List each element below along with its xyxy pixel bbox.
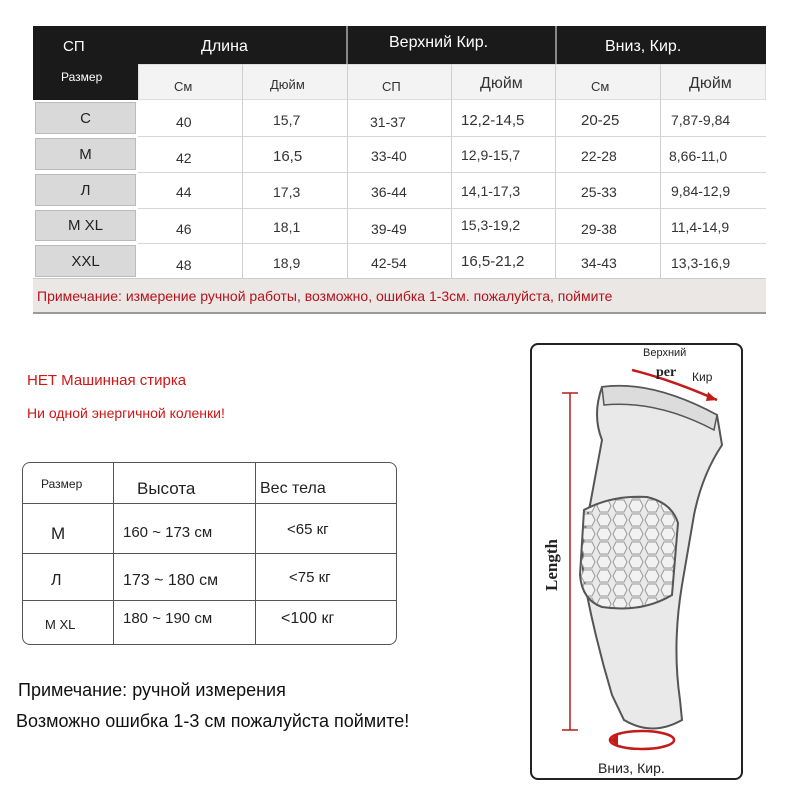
- upper-inch: 14,1-17,3: [461, 183, 521, 199]
- lower-cm: 20-25: [581, 112, 620, 129]
- subheader-cm: См: [591, 79, 610, 94]
- size-label: С: [80, 109, 91, 127]
- upper-inch: 15,3-19,2: [461, 217, 521, 233]
- grid-line: [660, 64, 661, 278]
- bottom-note-line-2: Возможно ошибка 1-3 см пожалуйста поймите!: [16, 711, 410, 731]
- length-inch: 18,9: [273, 255, 301, 271]
- size-cell: [35, 174, 136, 206]
- knee-pad-diagram: [530, 343, 743, 780]
- height-range: 160 ~ 173 см: [123, 524, 213, 541]
- measurement-note: Примечание: измерение ручной работы, возможно, ошибка 1-3см. пожалуйста, поймите: [37, 287, 613, 304]
- weight-limit: <100 кг: [281, 610, 335, 627]
- length-cm: 46: [176, 221, 192, 237]
- subheader-row: [138, 64, 766, 100]
- size-label: Л: [51, 572, 62, 589]
- subheader-inch: Дюйм: [480, 75, 523, 92]
- size-chart-table: [33, 26, 766, 316]
- height-weight-table: [22, 462, 397, 645]
- subheader-cm: СП: [382, 79, 401, 94]
- lower-cm: 34-43: [581, 255, 617, 271]
- length-header: Длина: [201, 38, 248, 55]
- weight-header: Вес тела: [260, 480, 326, 497]
- lower-cm: 25-33: [581, 184, 617, 200]
- grid-line: [23, 553, 396, 554]
- height-range: 173 ~ 180 см: [123, 572, 219, 589]
- header-divider: [555, 26, 557, 64]
- size-cell: [35, 138, 136, 170]
- weight-limit: <75 кг: [289, 569, 331, 586]
- size-cell: [35, 102, 136, 134]
- length-label: Length: [541, 539, 561, 591]
- grid-line: [23, 600, 396, 601]
- size-label: XXL: [71, 252, 100, 270]
- grid-line: [451, 64, 452, 278]
- height-range: 180 ~ 190 см: [123, 610, 213, 627]
- length-cm: 42: [176, 150, 192, 166]
- lower-inch: 8,66-11,0: [669, 148, 728, 164]
- lower-cm: 22-28: [581, 148, 617, 164]
- upper-cm: 31-37: [370, 114, 406, 130]
- grid-line: [242, 64, 243, 278]
- lower-inch: 11,4-14,9: [671, 219, 730, 235]
- upper-cm: 36-44: [371, 184, 407, 200]
- subheader-inch: Дюйм: [689, 75, 732, 92]
- length-cm: 40: [176, 114, 192, 130]
- upper-cm: 42-54: [371, 255, 407, 271]
- no-machine-wash-warning: НЕТ Машинная стирка: [27, 372, 187, 389]
- lower-circ-arrow: [610, 731, 674, 749]
- measurement-note-bar: [33, 278, 766, 314]
- upper-cm: 39-49: [371, 221, 407, 237]
- upper-label-2: Кир: [692, 370, 713, 384]
- length-inch: 18,1: [273, 219, 301, 235]
- upper-circumference-header: Верхний Кир.: [389, 34, 489, 51]
- upper-label-1: Верхний: [643, 347, 687, 359]
- lower-cm: 29-38: [581, 221, 617, 237]
- bottom-note-line-1: Примечание: ручной измерения: [18, 680, 286, 700]
- height-header: Высота: [137, 479, 196, 498]
- length-inch: 16,5: [273, 148, 303, 165]
- weight-limit: <65 кг: [287, 521, 329, 538]
- size-label: М XL: [67, 217, 103, 234]
- grid-line: [347, 64, 348, 278]
- lower-label: Вниз, Кир.: [598, 760, 665, 776]
- size-cell: [35, 210, 136, 241]
- subheader-cm: См: [174, 79, 193, 94]
- lower-inch: 13,3-16,9: [671, 255, 731, 271]
- grid-line: [138, 172, 766, 173]
- length-cm: 48: [176, 257, 192, 273]
- size-col-header-top: СП: [63, 38, 85, 55]
- size-label: Л: [80, 181, 91, 199]
- upper-circ-arrowhead: [706, 392, 717, 401]
- knee-pad-padding: [580, 497, 678, 609]
- size-cell: [35, 245, 136, 277]
- length-inch: 17,3: [273, 184, 301, 200]
- upper-inch: 12,2-14,5: [461, 112, 525, 129]
- size-label: М XL: [45, 617, 76, 632]
- grid-line: [138, 208, 766, 209]
- grid-line: [555, 64, 556, 278]
- lower-inch: 7,87-9,84: [671, 112, 731, 128]
- length-cm: 44: [176, 184, 192, 200]
- upper-inch: 16,5-21,2: [461, 253, 525, 270]
- upper-cm: 33-40: [371, 148, 407, 164]
- lower-inch: 9,84-12,9: [671, 183, 731, 199]
- lower-circumference-header: Вниз, Кир.: [605, 38, 682, 55]
- size-label: М: [79, 145, 92, 163]
- length-inch: 15,7: [273, 112, 301, 128]
- grid-line: [23, 503, 396, 504]
- size-label: М: [51, 524, 66, 543]
- header-divider: [346, 26, 348, 64]
- grid-line: [138, 136, 766, 137]
- grid-line: [138, 243, 766, 244]
- size-col-header: Размер: [61, 70, 103, 84]
- upper-inch: 12,9-15,7: [461, 147, 521, 163]
- upper-label-fragment: per: [656, 365, 677, 380]
- knee-pad-illustration: [532, 345, 741, 778]
- no-energy-warning: Ни одной энергичной коленки!: [27, 405, 225, 421]
- size-header: Размер: [41, 477, 83, 491]
- subheader-inch: Дюйм: [270, 77, 305, 92]
